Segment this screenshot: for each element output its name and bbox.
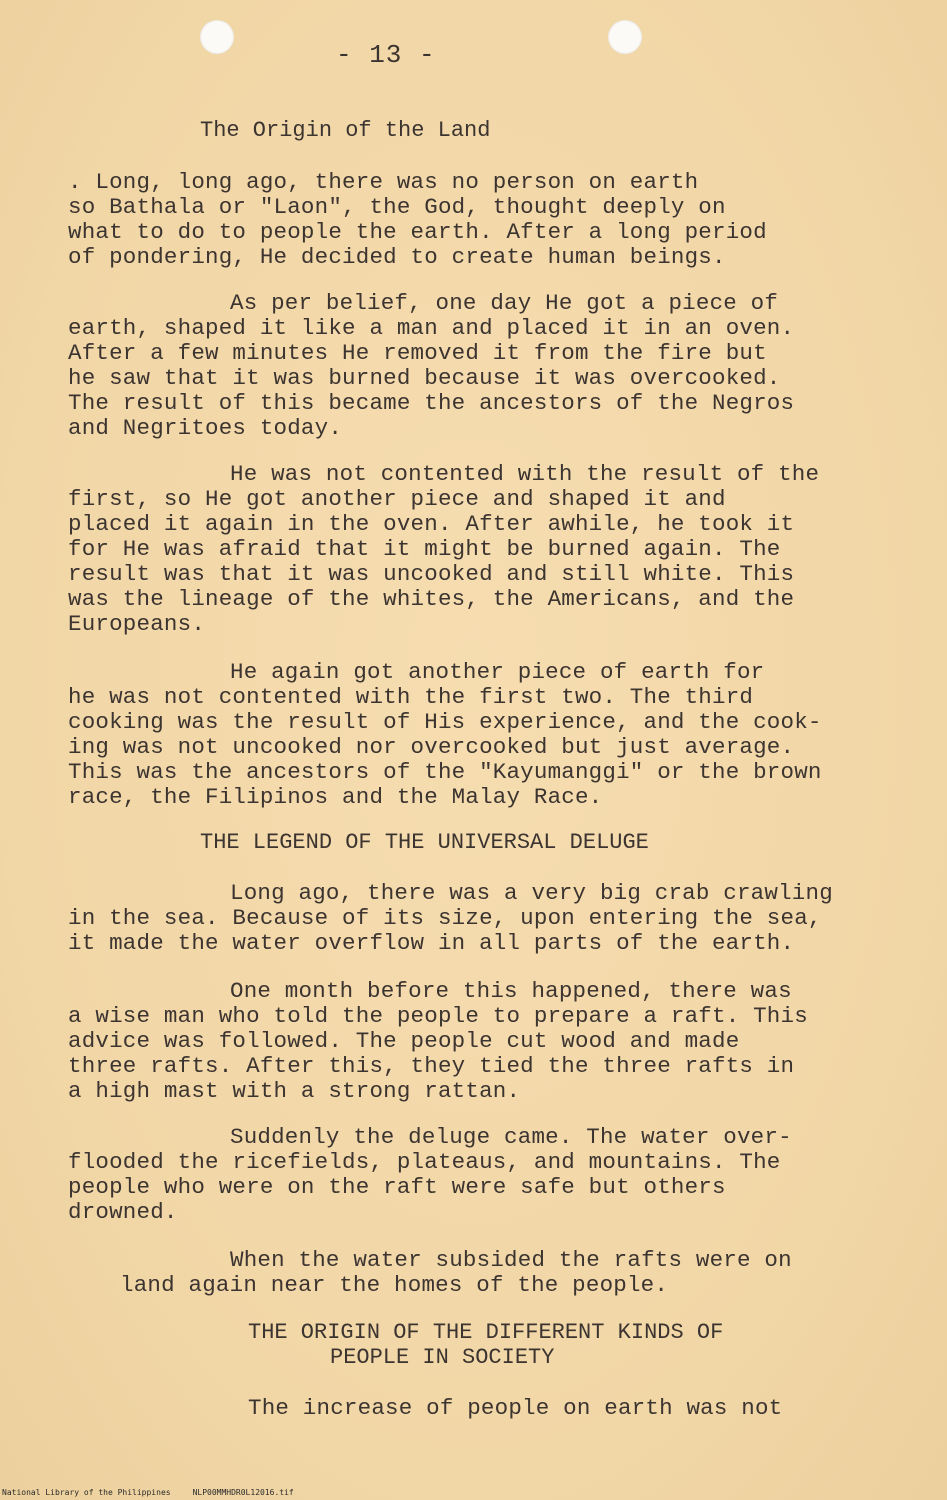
body-line: of pondering, He decided to create human beings.	[68, 244, 726, 270]
body-line: When the water subsided the rafts were on	[230, 1247, 792, 1273]
body-line: first, so He got another piece and shaped it and	[68, 486, 726, 512]
body-line: land again near the homes of the people.	[120, 1272, 669, 1298]
body-line: Long ago, there was a very big crab crawling	[230, 880, 833, 906]
body-line: cooking was the result of His experience, and the cook-	[68, 709, 822, 735]
body-line: race, the Filipinos and the Malay Race.	[68, 784, 603, 810]
footer-filename: NLP00MMHDR0L12016.tif	[192, 1488, 294, 1497]
punch-hole-right	[608, 20, 642, 54]
section-title: PEOPLE IN SOCIETY	[330, 1345, 555, 1370]
body-line: and Negritoes today.	[68, 415, 343, 441]
punch-hole-left	[200, 20, 234, 54]
section-title: THE LEGEND OF THE UNIVERSAL DELUGE	[200, 830, 649, 855]
body-line: in the sea. Because of its size, upon entering the sea,	[68, 905, 822, 931]
body-line: a wise man who told the people to prepare a raft. This	[68, 1003, 808, 1029]
body-line: what to do to people the earth. After a long period	[68, 219, 767, 245]
body-line: three rafts. After this, they tied the three rafts in	[68, 1053, 795, 1079]
body-line: After a few minutes He removed it from the fire but	[68, 340, 767, 366]
body-line: This was the ancestors of the "Kayumanggi" or the brown	[68, 759, 822, 785]
body-line: The result of this became the ancestors of the Negros	[68, 390, 795, 416]
body-line: he was not contented with the first two. The third	[68, 684, 754, 710]
body-line: He again got another piece of earth for	[230, 659, 765, 685]
page-number: - 13 -	[336, 40, 436, 70]
body-line: earth, shaped it like a man and placed it in an oven.	[68, 315, 795, 341]
body-line: he saw that it was burned because it was overcooked.	[68, 365, 781, 391]
body-line: As per belief, one day He got a piece of	[230, 290, 779, 316]
body-line: One month before this happened, there was	[230, 978, 792, 1004]
section-title: THE ORIGIN OF THE DIFFERENT KINDS OF	[248, 1320, 724, 1345]
body-line: ing was not uncooked nor overcooked but just average.	[68, 734, 795, 760]
body-line: a high mast with a strong rattan.	[68, 1078, 521, 1104]
body-line: so Bathala or "Laon", the God, thought deeply on	[68, 194, 726, 220]
body-line: people who were on the raft were safe but others	[68, 1174, 726, 1200]
body-line: The increase of people on earth was not	[248, 1395, 783, 1421]
footer-source: National Library of the Philippines	[2, 1488, 171, 1497]
scan-footer	[2, 1488, 316, 1497]
section-title: The Origin of the Land	[200, 118, 491, 143]
body-line: flooded the ricefields, plateaus, and mountains. The	[68, 1149, 781, 1175]
body-line: Suddenly the deluge came. The water over-	[230, 1124, 792, 1150]
body-line: it made the water overflow in all parts of the earth.	[68, 930, 795, 956]
body-line: advice was followed. The people cut wood and made	[68, 1028, 740, 1054]
body-line: . Long, long ago, there was no person on earth	[68, 169, 699, 195]
body-line: Europeans.	[68, 611, 206, 637]
body-line: He was not contented with the result of the	[230, 461, 820, 487]
body-line: was the lineage of the whites, the Americans, and the	[68, 586, 795, 612]
body-line: placed it again in the oven. After awhile, he took it	[68, 511, 795, 537]
body-line: result was that it was uncooked and still white. This	[68, 561, 795, 587]
body-line: drowned.	[68, 1199, 178, 1225]
body-line: for He was afraid that it might be burned again. The	[68, 536, 781, 562]
